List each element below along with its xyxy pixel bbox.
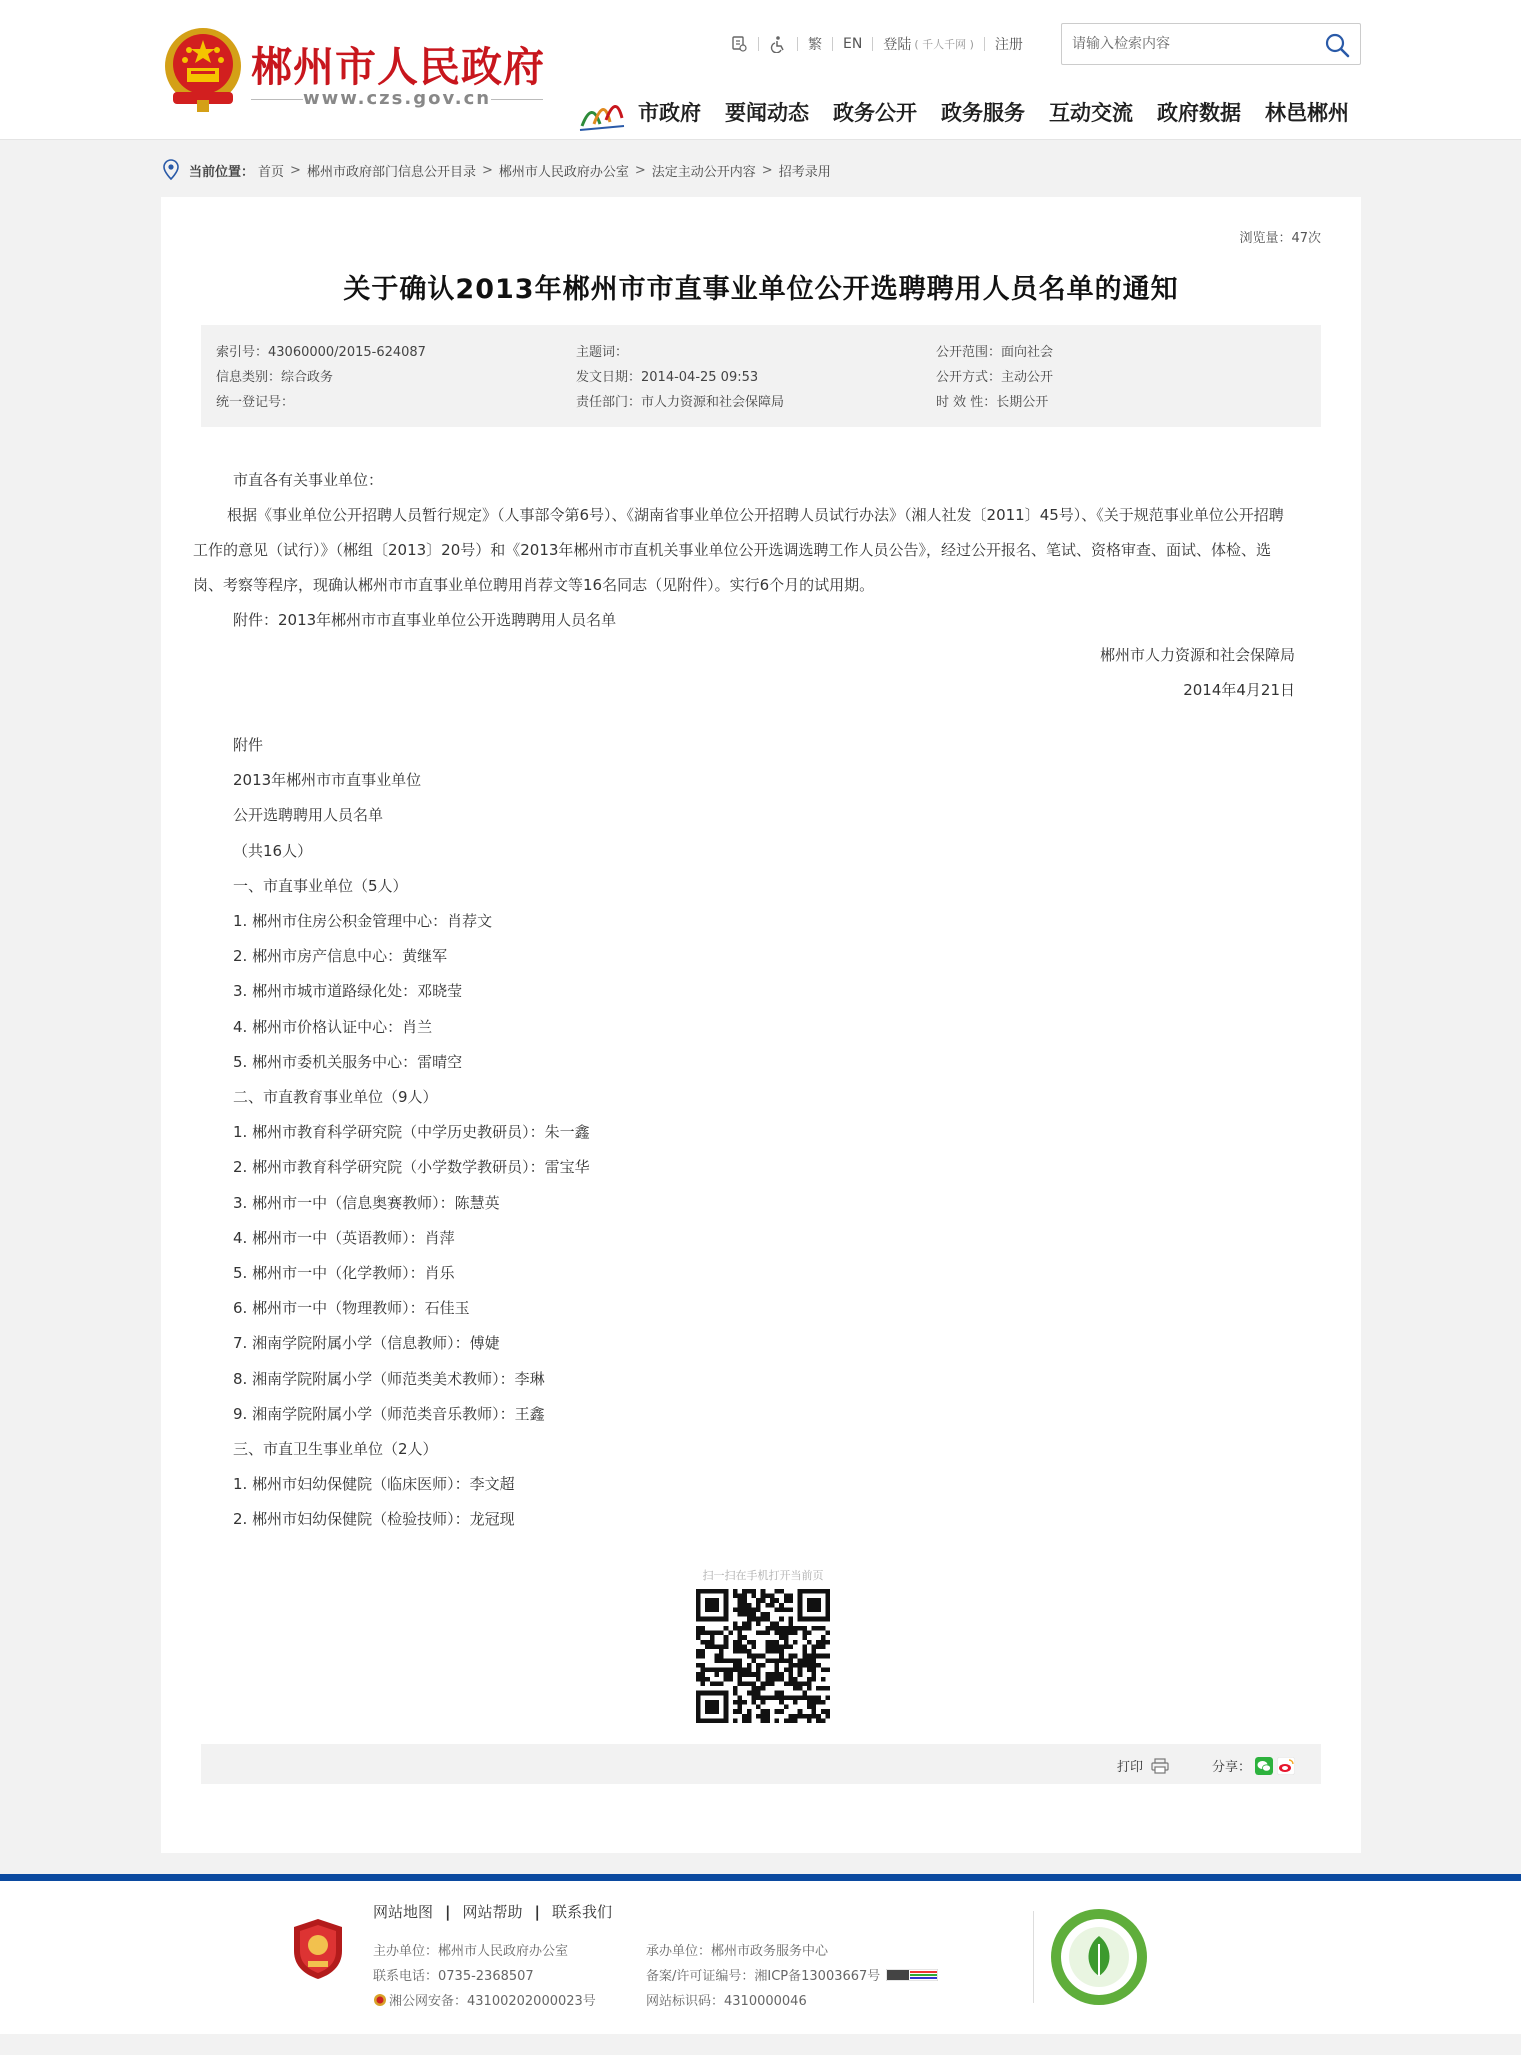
login-sublabel: ( 千人千网 ) [914,38,974,51]
list-item: 3. 郴州市城市道路绿化处：邓晓莹 [233,982,463,1001]
qr-code-icon [696,1589,830,1723]
nav-item-linyi-chenzhou[interactable]: 林邑郴州 [1265,101,1349,125]
qr-section [693,1567,833,1723]
nav-item-interaction[interactable]: 互动交流 [1049,101,1133,125]
footer-divider [0,1874,1521,1881]
nav-item-city-government[interactable]: 市政府 [638,101,701,125]
site-logo[interactable] [163,26,563,116]
list-item: 1. 郴州市妇幼保健院（临床医师）：李文超 [233,1475,515,1494]
meta-publish-date: 发文日期：2014-04-25 09:53 [576,370,759,385]
footer-phone: 联系电话：0735-2368507 [373,1969,534,1984]
list-item: 8. 湘南学院附属小学（师范类美术教师）：李琳 [233,1369,545,1388]
meta-keywords: 主题词： [576,345,629,360]
list-item: 一、市直事业单位（5人） [233,876,408,895]
footer-links [373,1901,612,1922]
toolbar-item-login[interactable] [873,37,985,51]
elder-mode-icon [730,35,748,53]
list-item: 6. 郴州市一中（物理教师）：石佳玉 [233,1299,470,1318]
breadcrumb-item-office[interactable]: 郴州市人民政府办公室 [498,164,629,180]
footer-link-separator: | [445,1902,451,1921]
footer-icp-wrap [646,1962,938,1987]
footer-link-help[interactable]: 网站帮助 [462,1903,523,1921]
spacer [233,708,1291,728]
footer-organizer: 承办单位：郴州市政务服务中心 [646,1944,829,1959]
attachment-note: 附件：2013年郴州市市直事业单位公开选聘聘用人员名单 [233,611,617,629]
meta-index-no: 索引号：43060000/2015-624087 [216,345,426,360]
police-badge-icon [373,1993,387,2007]
breadcrumb-separator: > [634,162,646,178]
signature-date: 2014年4月21日 [1183,681,1295,699]
list-item: （共16人） [233,841,313,860]
list-item: 2013年郴州市市直事业单位 [233,771,422,790]
article-title: 关于确认2013年郴州市市直事业单位公开选聘聘用人员名单的通知 [343,274,1179,305]
meta-validity: 时 效 性：长期公开 [936,395,1049,410]
party-gov-badge-icon[interactable] [290,1917,346,1981]
breadcrumb-separator: > [481,162,493,178]
site-footer [0,1881,1521,2034]
printer-icon [1151,1758,1169,1774]
body-paragraph: 根据《事业单位公开招聘人员暂行规定》（人事部令第6号）、《湖南省事业单位公开招聘人员试行办法》（湘人社发〔2011〕45号）、《关于规范事业单位公开招聘工作的意见（试行）》（郴组〔2013〕20号）和《2013年郴州市市直机关事业单位公开选调选聘工作人员公告》，经过公开报名、笔试、资格审查、面试、体检、选岗、考察等程序，现确认郴州市市直事业单位聘用肖荐文等16名同志（见附件）。实行6个月的试用期。 [193,506,1284,594]
article-card [161,197,1361,1853]
article-content [193,463,1295,1538]
footer-icp[interactable]: 备案/许可证编号：湘ICP备13003667号 [646,1969,881,1984]
search-input[interactable] [1072,33,1312,55]
footer-site-code: 网站标识码：4310000046 [646,1994,807,2009]
breadcrumb [161,158,831,182]
list-item: 三、市直卫生事业单位（2人） [233,1440,438,1459]
weibo-icon[interactable] [1277,1757,1295,1775]
toolbar-item-english[interactable]: EN [833,37,873,51]
list-item: 4. 郴州市价格认证中心：肖兰 [233,1017,433,1036]
accessibility-icon [769,35,787,53]
linyi-logo-icon [576,90,628,134]
main-nav [576,90,1349,134]
share-label: 分享： [1211,1760,1251,1775]
site-title: 郴州市人民政府 [251,43,545,91]
list-item: 3. 郴州市一中（信息奥赛教师）：陈慧英 [233,1193,500,1212]
breadcrumb-item-directory[interactable]: 郴州市政府部门信息公开目录 [306,164,476,180]
article-meta [201,325,1321,427]
location-pin-icon [161,159,181,181]
breadcrumb-item-statutory[interactable]: 法定主动公开内容 [651,164,756,180]
list-item: 公开选聘聘用人员名单 [233,806,384,825]
toolbar-item-accessibility[interactable] [759,37,798,51]
breadcrumb-label: 当前位置： [189,164,255,180]
list-item: 二、市直教育事业单位（9人） [233,1088,438,1107]
qr-label: 扫一扫在手机打开当前页 [702,1569,824,1582]
signature: 郴州市人力资源和社会保障局 [1099,646,1295,664]
meta-category: 信息类别：综合政务 [216,370,334,385]
meta-registration-no: 统一登记号： [216,395,295,410]
meta-department: 责任部门：市人力资源和社会保障局 [576,395,785,410]
list-item: 附件 [233,736,264,754]
login-label: 登陆 [883,37,912,53]
footer-police-wrap [373,1987,646,2012]
national-emblem-icon [163,26,243,114]
list-item: 2. 郴州市妇幼保健院（检验技师）：龙冠现 [233,1510,515,1529]
search-icon[interactable] [1324,32,1350,58]
footer-sponsor: 主办单位：郴州市人民政府办公室 [373,1944,569,1959]
breadcrumb-item-home[interactable]: 首页 [258,164,285,180]
toolbar-item-elder[interactable] [720,37,759,51]
list-item: 4. 郴州市一中（英语教师）：肖萍 [233,1228,455,1247]
cnzz-stats-icon[interactable] [886,1969,938,1981]
search-box [1061,23,1361,65]
civilized-website-emblem-icon[interactable] [1048,1906,1150,2008]
list-item: 1. 郴州市教育科学研究院（中学历史教研员）：朱一鑫 [233,1123,590,1142]
attachment-list [233,728,1291,1538]
nav-item-gov-services[interactable]: 政务服务 [941,101,1025,125]
nav-item-gov-data[interactable]: 政府数据 [1157,101,1241,125]
view-count: 浏览量：47次 [1239,231,1321,246]
print-label: 打印 [1116,1760,1143,1775]
list-item: 5. 郴州市一中（化学教师）：肖乐 [233,1264,455,1283]
breadcrumb-separator: > [290,162,301,178]
footer-vertical-divider [1033,1911,1034,2003]
footer-police[interactable]: 湘公网安备：43100202000023号 [389,1994,596,2009]
list-item: 2. 郴州市教育科学研究院（小学数学教研员）：雷宝华 [233,1158,590,1177]
print-button[interactable] [1117,1756,1169,1775]
share-bar [201,1744,1321,1784]
meta-publish-mode: 公开方式：主动公开 [936,370,1054,385]
salutation: 市直各有关事业单位： [233,471,384,489]
list-item: 9. 湘南学院附属小学（师范类音乐教师）：王鑫 [233,1404,545,1423]
site-header [0,0,1521,140]
footer-link-separator: | [534,1902,540,1921]
list-item: 7. 湘南学院附属小学（信息教师）：傅婕 [233,1334,500,1353]
nav-item-news[interactable]: 要闻动态 [725,101,809,125]
footer-info [373,1937,938,2012]
nav-item-gov-affairs-open[interactable]: 政务公开 [833,101,917,125]
site-url: www.czs.gov.cn [251,88,543,109]
toolbar-item-traditional[interactable]: 繁 [798,37,833,51]
breadcrumb-item-recruitment[interactable]: 招考录用 [778,164,831,180]
list-item: 2. 郴州市房产信息中心：黄继军 [233,947,448,966]
footer-link-sitemap[interactable]: 网站地图 [373,1903,434,1921]
wechat-icon[interactable] [1255,1757,1273,1775]
list-item: 1. 郴州市住房公积金管理中心：肖荐文 [233,912,493,931]
top-toolbar [720,32,1033,56]
breadcrumb-separator: > [761,162,773,178]
meta-scope: 公开范围：面向社会 [936,345,1054,360]
list-item: 5. 郴州市委机关服务中心：雷晴空 [233,1052,463,1071]
toolbar-item-register[interactable]: 注册 [994,37,1023,53]
share-group [1212,1756,1295,1775]
footer-link-contact[interactable]: 联系我们 [552,1903,613,1921]
